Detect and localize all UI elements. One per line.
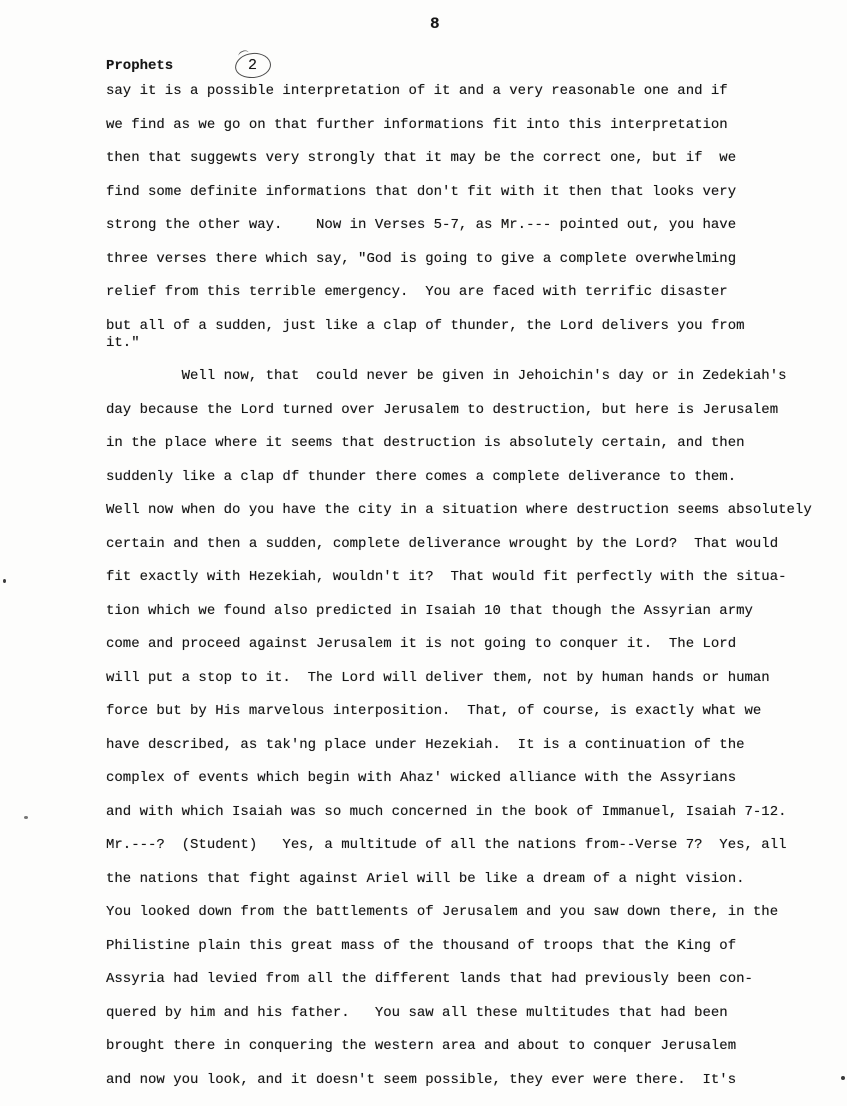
typed-line: day because the Lord turned over Jerusalem to destruction, but here is Jerusalem <box>106 401 779 418</box>
typed-line: we find as we go on that further informations fit into this interpretation <box>106 116 728 133</box>
scan-speck <box>3 579 6 583</box>
typed-line: Well now when do you have the city in a situation where destruction seems absolutely <box>106 502 812 518</box>
typed-line: quered by him and his father. You saw all these multitudes that had been <box>106 1004 728 1021</box>
typed-line: suddenly like a clap df thunder there comes a complete deliverance to them. <box>106 468 737 485</box>
circled-number-annotation <box>234 52 272 79</box>
typed-line: it." <box>106 334 140 351</box>
typed-line: and now you look, and it doesn't seem possible, they ever were there. It's <box>106 1071 737 1088</box>
typed-line: tion which we found also predicted in Isaiah 10 that though the Assyrian army <box>106 602 753 619</box>
header-label: Prophets <box>106 57 174 74</box>
typed-line: brought there in conquering the western area and about to conquer Jerusalem <box>106 1038 737 1054</box>
typed-line: the nations that fight against Ariel will be like a dream of a night vision. <box>106 870 745 887</box>
typed-line: and with which Isaiah was so much concerned in the book of Immanuel, Isaiah 7-12. <box>106 803 787 820</box>
typed-line: relief from this terrible emergency. You are faced with terrific disaster <box>106 284 728 300</box>
typed-line: You looked down from the battlements of Jerusalem and you saw down there, in the <box>106 904 779 920</box>
typed-line: find some definite informations that don't fit with it then that looks very <box>106 183 737 200</box>
typed-line: complex of events which begin with Ahaz' wicked alliance with the Assyrians <box>106 770 737 786</box>
page-number: 8 <box>430 15 440 33</box>
typed-line: Well now, that could never be given in Jehoichin's day or in Zedekiah's <box>106 368 787 384</box>
typed-line: in the place where it seems that destruction is absolutely certain, and then <box>106 435 745 451</box>
circled-number-value: 2 <box>248 57 258 75</box>
typed-lines <box>106 83 836 1105</box>
scan-speck <box>24 816 28 819</box>
typed-line: certain and then a sudden, complete deliverance wrought by the Lord? That would <box>106 535 779 552</box>
typed-line: will put a stop to it. The Lord will deliver them, not by human hands or human <box>106 669 770 686</box>
page-header <box>106 53 271 78</box>
typed-line: have described, as tak'ng place under Hezekiah. It is a continuation of the <box>106 736 745 753</box>
scan-speck <box>841 1076 845 1080</box>
typed-line: strong the other way. Now in Verses 5-7, as Mr.--- pointed out, you have <box>106 217 737 233</box>
typed-line: three verses there which say, "God is going to give a complete overwhelming <box>106 250 737 267</box>
typed-line: Mr.---? (Student) Yes, a multitude of all the nations from--Verse 7? Yes, all <box>106 837 787 853</box>
typed-line: Philistine plain this great mass of the thousand of troops that the King of <box>106 937 737 954</box>
typed-line: then that suggewts very strongly that it may be the correct one, but if we <box>106 150 737 166</box>
typed-line: say it is a possible interpretation of it and a very reasonable one and if <box>106 83 728 99</box>
typed-line: Assyria had levied from all the different lands that had previously been con- <box>106 971 753 987</box>
typed-line: fit exactly with Hezekiah, wouldn't it? That would fit perfectly with the situa- <box>106 569 787 585</box>
typed-line: but all of a sudden, just like a clap of thunder, the Lord delivers you from <box>106 317 745 334</box>
typed-line: force but by His marvelous interposition. That, of course, is exactly what we <box>106 703 762 719</box>
typed-line: come and proceed against Jerusalem it is not going to conquer it. The Lord <box>106 636 737 652</box>
